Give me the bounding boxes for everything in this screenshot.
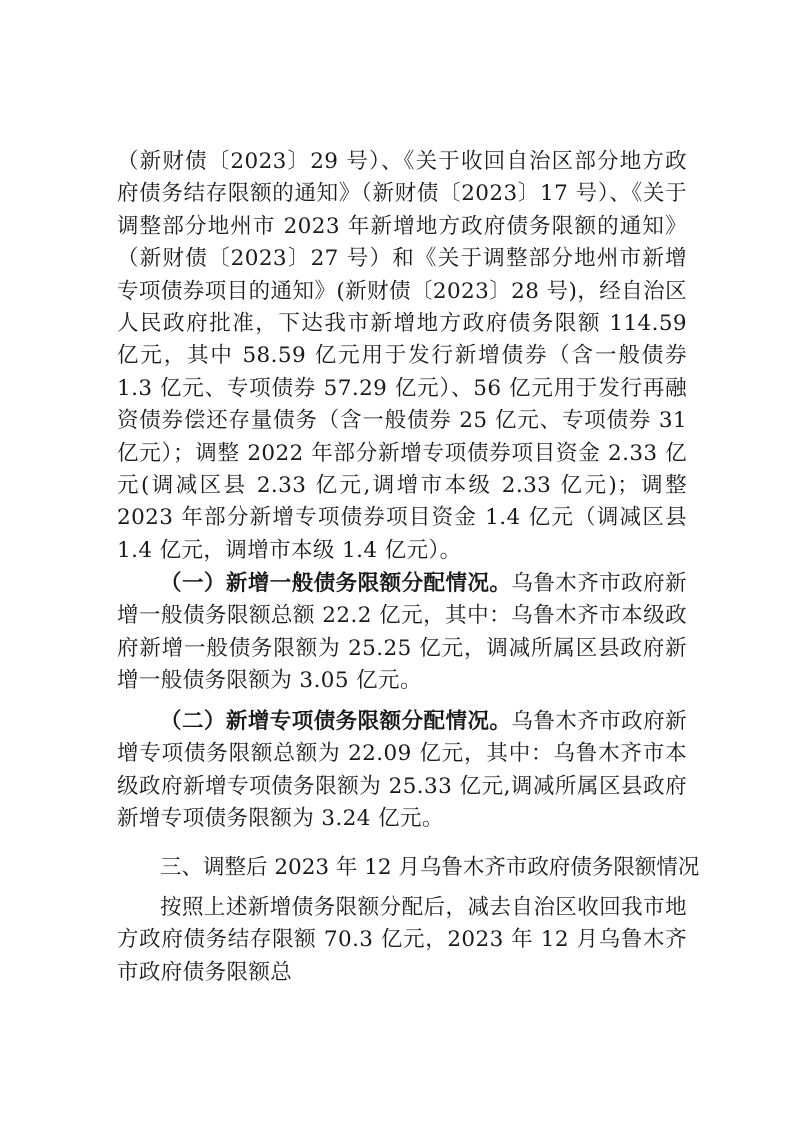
paragraph-special-debt-allocation: [117, 706, 687, 836]
paragraph-adjusted-limit: 按照上述新增债务限额分配后，减去自治区收回我市地方政府债务结存限额 70.3 亿元，2023 年 12 月乌鲁木齐市政府债务限额总: [117, 895, 687, 985]
special-debt-body: 乌鲁木齐市政府新增专项债务限额总额为 22.09 亿元，其中：乌鲁木齐市本级政府新增专项债务限额为 25.33 亿元,调减所属区县政府新增专项债务限额为 3.24 亿元。: [117, 709, 687, 832]
general-debt-body: 乌鲁木齐市政府新增一般债务限额总额 22.2 亿元，其中：乌鲁木齐市本级政府新增一般债务限额为 25.25 亿元，调减所属区县政府新增一般债务限额为 3.05 亿元。: [117, 571, 687, 694]
section-heading-3: 三、调整后 2023 年 12 月乌鲁木齐市政府债务限额情况: [160, 855, 700, 880]
paragraph-policy-basis: （新财债〔2023〕29 号）、《关于收回自治区部分地方政府债务结存限额的通知》（新财债〔2023〕17 号）、《关于调整部分地州市 2023 年新增地方政府债务限额的通知》（新财债〔2023〕27 号）和《关于调整部分地州市新增专项债券项目的通知》(新财债〔2023〕28 号)，经自治区人民政府批准，下达我市新增地方政府债务限额 114.59 亿元，其中 58.59 亿元用于发行新增债券（含一般债券 1.3 亿元、专项债券 57.29 亿元）、56 亿元用于发行再融资债券偿还存量债务（含一般债券 25 亿元、专项债券 31 亿元）；调整 2022 年部分新增专项债券项目资金 2.33 亿元(调减区县 2.33 亿元,调增市本级 2.33 亿元)；调整 2023 年部分新增专项债券项目资金 1.4 亿元（调减区县 1.4 亿元，调增市本级 1.4 亿元）。: [117, 149, 687, 563]
subheading-general-debt: （一）新增一般债务限额分配情况。: [160, 571, 512, 596]
paragraph-general-debt-allocation: [117, 568, 687, 698]
subheading-special-debt: （二）新增专项债务限额分配情况。: [160, 709, 512, 734]
